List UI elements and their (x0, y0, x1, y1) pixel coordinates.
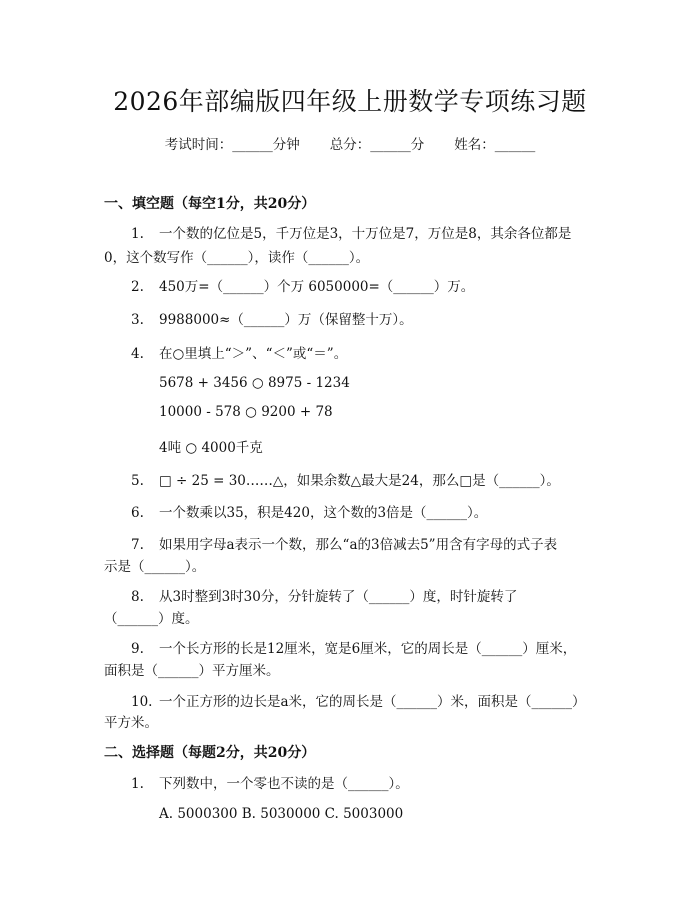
question-6 (131, 501, 487, 521)
question-text: 如果用字母a表示一个数，那么“a的3倍减去5”用含有字母的式子表 (159, 537, 558, 553)
question-10-continued: 平方米。 (104, 715, 158, 731)
question-text: 下列数中，一个零也不读的是（______）。 (159, 776, 409, 792)
student-name: 姓名：______ (454, 137, 536, 153)
page-title: 2026年部编版四年级上册数学专项练习题 (113, 87, 587, 116)
exam-info-line (0, 133, 700, 153)
question-number: 8. (131, 589, 144, 605)
choice-options: A. 5000300 B. 5030000 C. 5003000 (159, 806, 404, 822)
question-9 (131, 637, 576, 657)
question-2 (131, 275, 474, 295)
question-text: 9988000≈（______）万（保留整十万）。 (159, 312, 413, 328)
question-1 (131, 222, 571, 242)
question-number: 5. (131, 473, 144, 489)
question-text: 一个正方形的边长是a米，它的周长是（______）米，面积是（______） (159, 694, 586, 710)
question-7 (131, 533, 557, 553)
question-number: 1. (131, 226, 144, 242)
question-number: 10. (131, 694, 153, 710)
question-8-continued: （______）度。 (104, 611, 199, 627)
section-heading-fill-blank: 一、填空题（每空1分，共20分） (104, 196, 316, 212)
question-text: 在○里填上“＞”、“＜”或“＝”。 (159, 346, 348, 362)
question-1-continued: 0，这个数写作（______），读作（______）。 (104, 250, 370, 266)
question-number: 2. (131, 279, 144, 295)
question-number: 9. (131, 641, 144, 657)
question-8 (131, 585, 517, 605)
question-text: 从3时整到3时30分，分针旋转了（______）度，时针旋转了 (159, 589, 518, 605)
question-text: 一个数乘以35，积是420，这个数的3倍是（______）。 (159, 505, 488, 521)
exam-time: 考试时间：______分钟 (164, 137, 300, 153)
question-text: 450万=（______）个万 6050000=（______）万。 (159, 279, 475, 295)
question-number: 1. (131, 776, 144, 792)
question-number: 3. (131, 312, 144, 328)
question-text: 一个数的亿位是5，千万位是3，十万位是7，万位是8，其余各位都是 (159, 226, 572, 242)
question-text: 一个长方形的长是12厘米，宽是6厘米，它的周长是（______）厘米， (159, 641, 577, 657)
comparison-item: 5678 + 3456 ○ 8975 - 1234 (159, 375, 350, 391)
question-text: □ ÷ 25 = 30……△，如果余数△最大是24，那么□是（______）。 (159, 473, 560, 489)
question-number: 6. (131, 505, 144, 521)
question-10 (131, 690, 586, 710)
question-4 (131, 342, 347, 362)
section-heading-multiple-choice: 二、选择题（每题2分，共20分） (104, 745, 316, 761)
question-number: 7. (131, 537, 144, 553)
comparison-item: 4吨 ○ 4000千克 (159, 440, 263, 456)
exam-score: 总分：______分 (329, 137, 425, 153)
question-3 (131, 308, 413, 328)
comparison-item: 10000 - 578 ○ 9200 + 78 (159, 404, 333, 420)
question-9-continued: 面积是（______）平方厘米。 (104, 663, 280, 679)
question-5 (131, 469, 560, 489)
choice-question-1 (131, 772, 409, 792)
question-number: 4. (131, 346, 144, 362)
question-7-continued: 示是（______）。 (104, 559, 206, 575)
